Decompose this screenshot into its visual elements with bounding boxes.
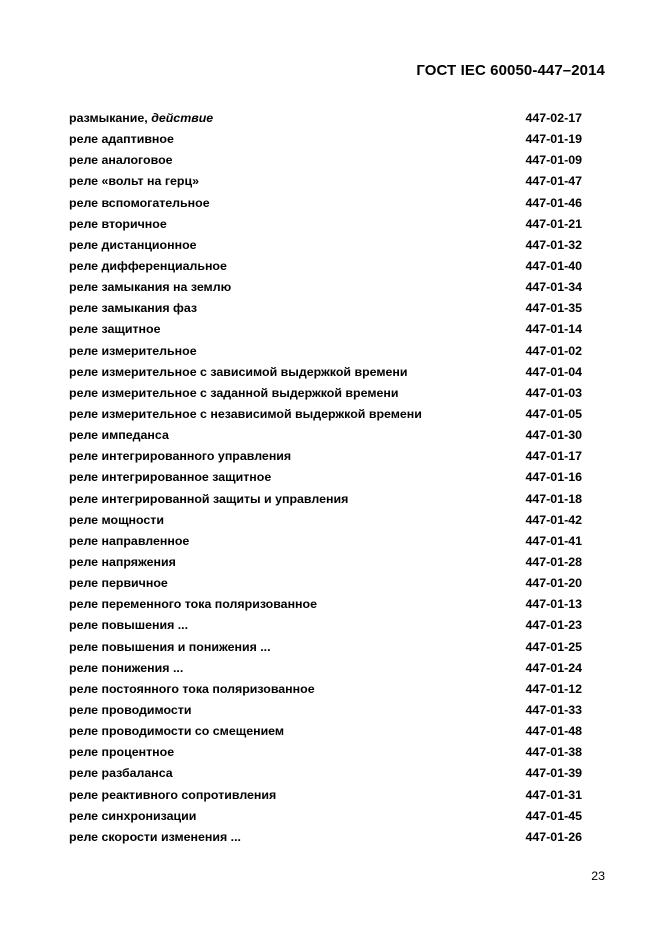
index-entry [69,806,582,827]
index-entry [69,510,582,531]
index-reference: 447-01-19 [525,132,582,147]
index-entry [69,552,582,573]
index-term: реле постоянного тока поляризованное [69,681,315,696]
index-term: реле «вольт на герц» [69,174,199,189]
index-reference: 447-01-30 [525,428,582,443]
index-term: реле проводимости со смещением [69,724,285,739]
index-reference: 447-01-28 [525,554,582,569]
index-reference: 447-01-05 [525,406,582,421]
index-reference: 447-01-31 [525,787,582,802]
document-header: ГОСТ IEC 60050-447–2014 [416,62,605,79]
index-reference: 447-01-25 [525,639,582,654]
index-term: реле первичное [69,576,168,591]
index-reference: 447-01-21 [525,216,582,231]
index-term: реле дифференциальное [69,258,227,273]
index-reference: 447-01-34 [525,280,582,295]
index-entry [69,383,582,404]
index-entry [69,658,582,679]
index-entry [69,531,582,552]
index-term: реле вспомогательное [69,195,210,210]
index-entry [69,256,582,277]
index-term: реле измерительное [69,343,197,358]
index-entry [69,193,582,214]
index-entry [69,446,582,467]
index-reference: 447-01-18 [525,491,582,506]
index-term: реле процентное [69,745,175,760]
index-term: реле защитное [69,322,161,337]
index-reference: 447-01-42 [525,512,582,527]
index-reference: 447-01-14 [525,322,582,337]
index-entry [69,827,582,848]
index-reference: 447-01-16 [525,470,582,485]
index-term: реле интегрированное защитное [69,470,272,485]
index-entry [69,298,582,319]
index-reference: 447-01-40 [525,258,582,273]
index-reference: 447-01-35 [525,301,582,316]
index-term: реле импеданса [69,428,169,443]
index-term: реле скорости изменения ... [69,829,241,844]
index-entry [69,425,582,446]
index-entry [69,594,582,615]
index-entry [69,404,582,425]
term-index-list [69,108,582,848]
index-term: реле интегрированной защиты и управления [69,491,349,506]
index-term: реле измерительное с независимой выдержкой времени [69,406,422,421]
index-term: реле измерительное с зависимой выдержкой времени [69,364,408,379]
index-entry [69,573,582,594]
index-reference: 447-01-09 [525,153,582,168]
index-term: реле реактивного сопротивления [69,787,277,802]
index-term: реле разбаланса [69,766,173,781]
index-term: реле мощности [69,512,164,527]
index-reference: 447-01-38 [525,745,582,760]
index-reference: 447-01-04 [525,364,582,379]
index-reference: 447-01-17 [525,449,582,464]
term-qualifier: действие [151,111,214,125]
index-entry [69,129,582,150]
index-term: реле повышения ... [69,618,189,633]
term-text: размыкание, [69,111,152,125]
index-entry [69,108,582,129]
index-term: реле напряжения [69,554,176,569]
index-entry [69,785,582,806]
index-reference: 447-01-03 [525,385,582,400]
index-entry [69,700,582,721]
index-reference: 447-01-20 [525,576,582,591]
index-reference: 447-01-39 [525,766,582,781]
index-reference: 447-01-45 [525,808,582,823]
index-entry [69,235,582,256]
index-term: реле синхронизации [69,808,197,823]
index-term: реле адаптивное [69,132,174,147]
index-term: реле интегрированного управления [69,449,292,464]
index-term: реле направленное [69,533,190,548]
index-term: реле проводимости [69,702,192,717]
index-entry [69,615,582,636]
index-entry [69,150,582,171]
index-reference: 447-01-32 [525,237,582,252]
index-reference: 447-02-17 [525,111,582,125]
index-reference: 447-01-46 [525,195,582,210]
index-entry [69,489,582,510]
page-number: 23 [591,869,605,883]
index-reference: 447-01-47 [525,174,582,189]
index-entry [69,467,582,488]
index-reference: 447-01-02 [525,343,582,358]
index-reference: 447-01-33 [525,702,582,717]
index-entry [69,214,582,235]
index-entry [69,721,582,742]
index-term: реле переменного тока поляризованное [69,597,318,612]
index-term: реле повышения и понижения ... [69,639,271,654]
index-reference: 447-01-41 [525,533,582,548]
index-term: реле замыкания фаз [69,301,198,316]
index-entry [69,679,582,700]
index-entry [69,637,582,658]
index-entry [69,277,582,298]
index-reference: 447-01-48 [525,724,582,739]
index-entry [69,763,582,784]
index-reference: 447-01-12 [525,681,582,696]
index-reference: 447-01-23 [525,618,582,633]
index-term: реле замыкания на землю [69,280,232,295]
index-entry [69,171,582,192]
index-reference: 447-01-26 [525,829,582,844]
index-term: реле вторичное [69,216,167,231]
index-term: реле понижения ... [69,660,184,675]
index-entry [69,341,582,362]
index-reference: 447-01-13 [525,597,582,612]
index-term: реле аналоговое [69,153,173,168]
index-term [69,108,213,129]
index-term: реле дистанционное [69,237,197,252]
index-entry [69,362,582,383]
index-entry [69,319,582,340]
index-entry [69,742,582,763]
index-reference: 447-01-24 [525,660,582,675]
index-term: реле измерительное с заданной выдержкой времени [69,385,399,400]
